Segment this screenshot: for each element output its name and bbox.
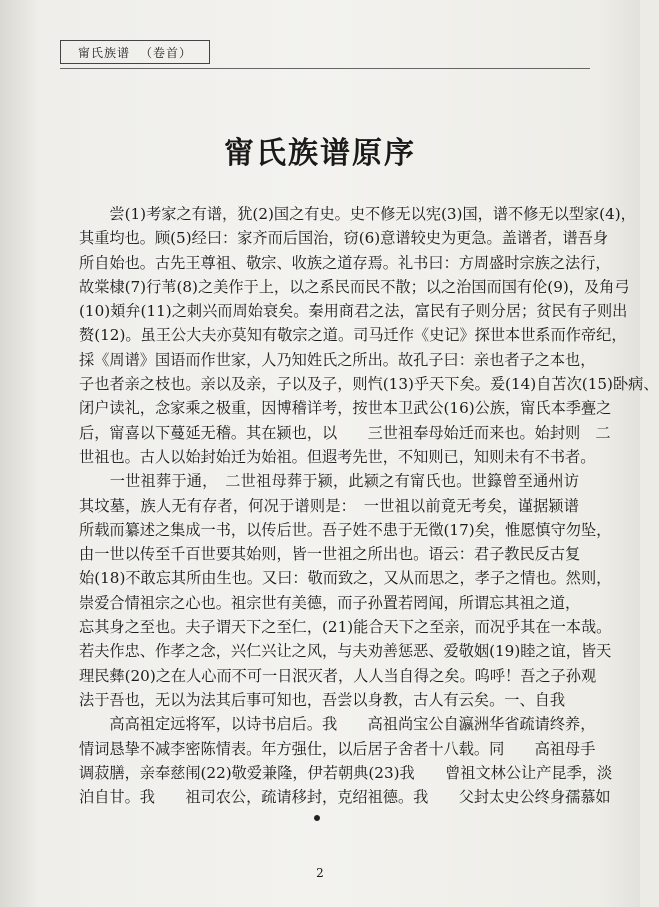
text-line: 由一世以传至千百世要其始则，皆一世祖之所出也。语云：君子教民反古复 [79,545,581,564]
page-title: 甯氏族谱原序 [224,136,416,171]
text-line: 所自始也。古先王尊祖、敬宗、收族之道存焉。礼书曰：方周盛时宗族之法行， [79,253,611,272]
text-line: 调菽膳，亲奉慈闱(22)敬爱兼隆，伊若朝典(23)我 曾祖文林公让产昆季，淡 [79,763,613,782]
text-line: 一世祖葬于通， 二世祖母葬于颍，此颍之有甯氏也。世籙曾至通州访 [79,472,579,491]
text-line: 崇爱合情祖宗之心也。祖宗世有美德，而子孙置若罔闻，所谓忘其祖之道， [79,593,581,612]
page-number: 2 [316,866,324,880]
text-line: 子也者亲之枝也。亲以及亲，子以及子，则忾(13)乎天下矣。爰(14)自苫次(15)卧病、 [79,375,659,394]
text-line: 所载而纂述之集成一书，以传后世。吾子姓不患于无徵(17)矣，惟愿慎守勿坠， [79,520,612,539]
body-text [79,202,659,809]
text-line: 若夫作忠、作孝之念，兴仁兴让之风，与夫劝善惩恶、爱敬姻(19)睦之谊，皆天 [79,642,612,661]
text-line: 理民彝(20)之在人心而不可一日泯灭者，人人当自得之矣。呜呼！吾之子孙观 [79,666,597,685]
text-line: 高高祖定远将军，以诗书启后。我 高祖尚宝公自瀛洲华省疏请终养， [79,715,596,734]
header-volume: （卷首） [140,45,193,60]
header-divider [60,68,590,69]
text-line: 忘其身之至也。夫子谓天下之至仁，(21)能合天下之至亲，而况乎其在一本哉。 [79,618,612,637]
text-line: 其重均也。顾(5)经曰：家齐而后国治，窃(6)意谱较史为更急。盖谱者，谱吾身 [79,229,609,248]
scan-speck [314,815,320,821]
text-line: 始(18)不敢忘其所由生也。又曰：敬而致之，又从而思之，孝子之情也。然则， [79,569,612,588]
header-book-title: 甯氏族谱 [77,45,130,60]
text-line: 后，甯喜以下蔓延无稽。其在颍也，以 三世祖奉母始迁而来也。始封则 二 [79,423,611,442]
text-line: 故棠棣(7)行苇(8)之美作于上，以之系民而民不散；以之治国而国有伦(9)，及角弓 [79,277,630,296]
text-line: 泊自甘。我 祖司农公，疏请移封，克绍祖德。我 父封太史公终身孺慕如 [79,788,611,807]
text-line: 赘(12)。虽王公大夫亦莫知有敬宗之道。司马迁作《史记》探世本世系而作帝纪， [79,326,627,345]
text-line: 情词恳挚不减李密陈情表。年方强仕，以后居子舍者十八载。同 高祖母手 [79,739,596,758]
text-line: 採《周谱》国语而作世家，人乃知姓氏之所出。故孔子曰：亲也者子之本也， [79,350,596,369]
text-line: 尝(1)考家之有谱，犹(2)国之有史。史不修无以宪(3)国，谱不修无以型家(4)， [79,205,636,223]
text-line: 法于吾也，无以为法其后事可知也，吾尝以身教，古人有云矣。一、自我 [79,690,565,709]
running-header [60,40,210,64]
text-line: (10)頍弁(11)之刺兴而周始衰矣。秦用商君之法，富民有子则分居；贫民有子则出 [79,302,628,321]
text-line: 其坟墓，族人无有存者，何况于谱则是： 一世祖以前竟无考矣，谨据颍谱 [79,496,579,515]
text-line: 世祖也。古人以始封始迁为始祖。但遐考先世，不知则已，知则未有不书者。 [79,447,596,466]
text-line: 闭户读礼，念家乘之极重，因博稽详考，按世本卫武公(16)公族，甯氏本季亹之 [79,399,612,418]
